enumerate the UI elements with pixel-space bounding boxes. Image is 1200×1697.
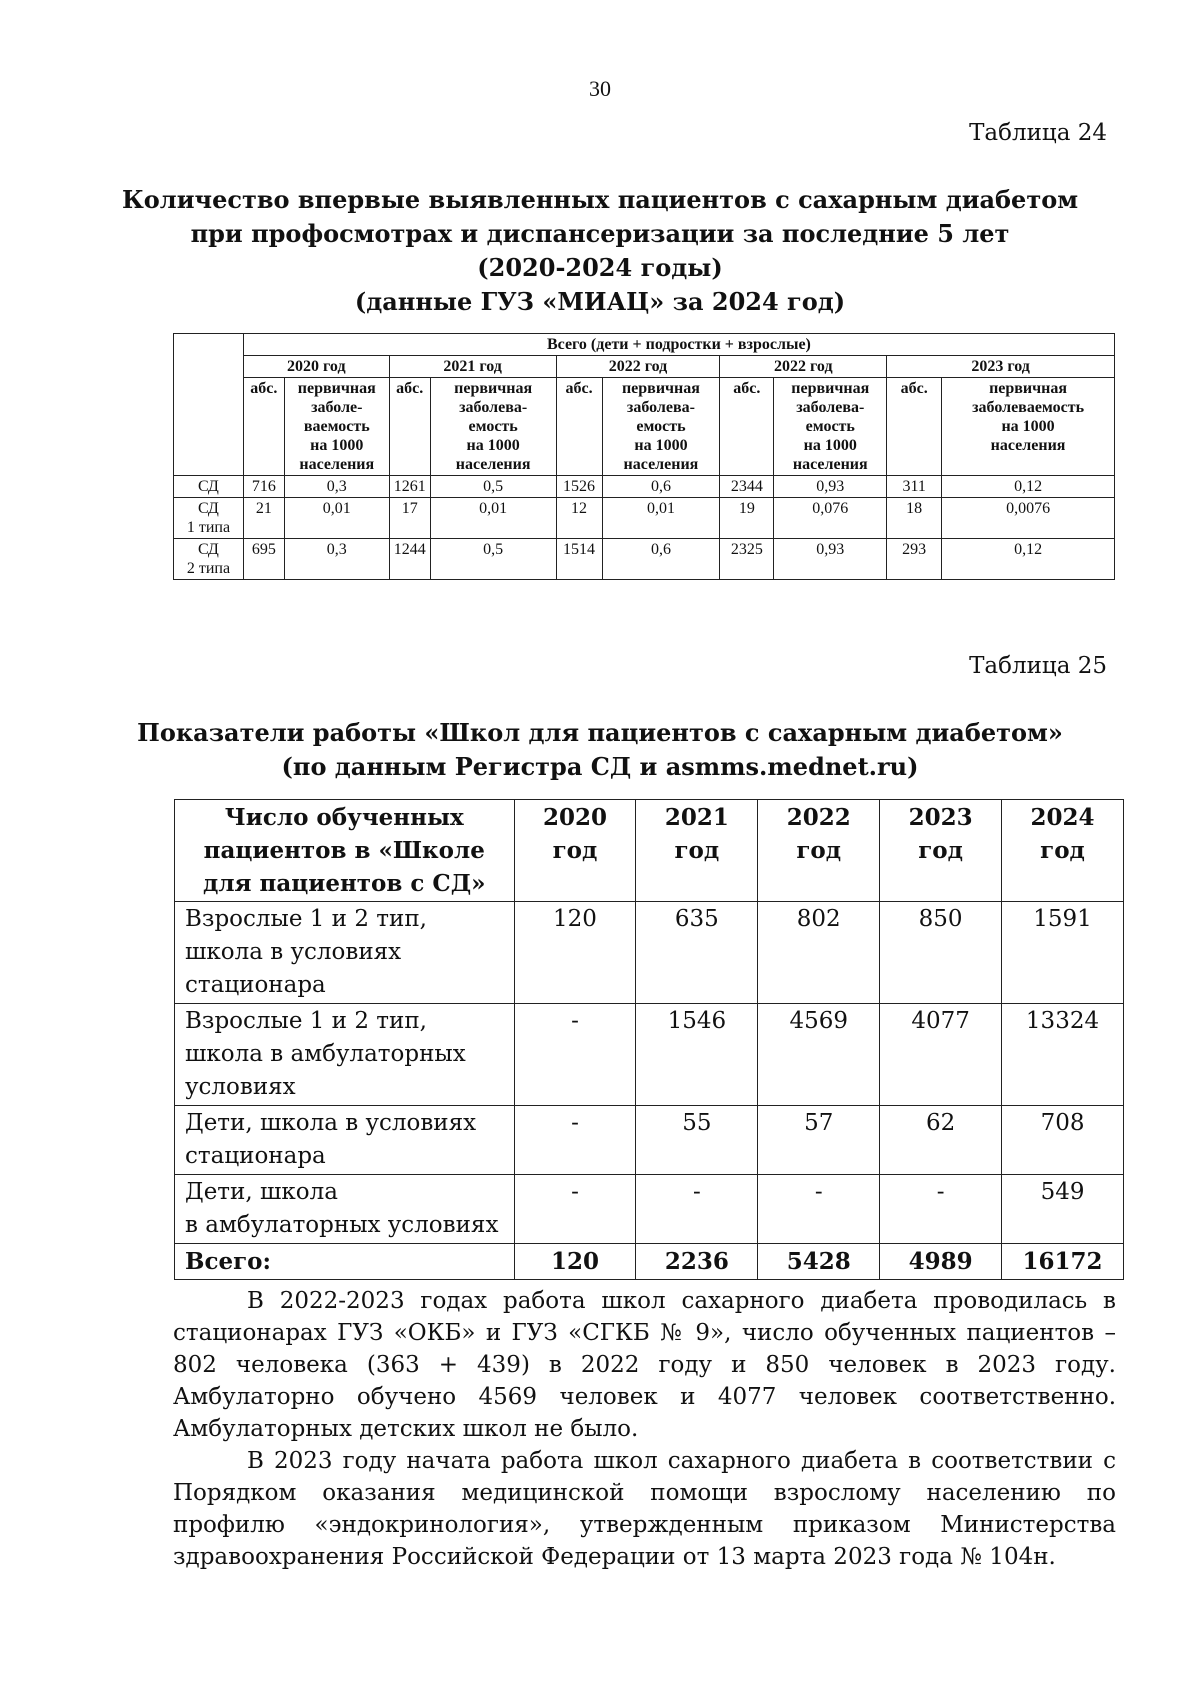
- rate-header-line: емость: [468, 418, 518, 435]
- header-line: пациентов в «Школе: [203, 837, 485, 864]
- cell: 635: [636, 902, 758, 1004]
- cell: 0,6: [602, 539, 720, 580]
- rate-header-line: населения: [792, 456, 868, 473]
- rate-header-line: населения: [623, 456, 699, 473]
- cell: 0,076: [774, 498, 887, 539]
- abs-header: абс.: [389, 378, 430, 476]
- header-line: Число обученных: [224, 804, 464, 831]
- rate-header-line: заболева-: [459, 399, 528, 416]
- total-cell: 5428: [758, 1244, 880, 1280]
- cell: 802: [758, 902, 880, 1004]
- row-label: [175, 902, 515, 1004]
- cell: 0,6: [602, 476, 720, 498]
- table-row: [174, 476, 1115, 498]
- abs-header: абс.: [887, 378, 942, 476]
- table-24-caption: Таблица 24: [969, 120, 1107, 146]
- cell: -: [636, 1175, 758, 1244]
- rate-header: [602, 378, 720, 476]
- rate-header-line: населения: [990, 437, 1066, 454]
- year-line: 2022: [786, 804, 851, 831]
- cell: 0,93: [774, 476, 887, 498]
- rate-header-line: заболеваемость: [972, 399, 1085, 416]
- cell: 0,01: [430, 498, 556, 539]
- rate-header: [284, 378, 389, 476]
- cell: 1591: [1002, 902, 1124, 1004]
- cell: 57: [758, 1106, 880, 1175]
- cell: -: [514, 1175, 636, 1244]
- year-line: 2023: [908, 804, 973, 831]
- row-label: [175, 1175, 515, 1244]
- cell: 55: [636, 1106, 758, 1175]
- cell: 0,3: [284, 476, 389, 498]
- year-header: [1002, 800, 1124, 902]
- abs-header: абс.: [720, 378, 774, 476]
- row-label: [175, 1004, 515, 1106]
- table-24: [173, 333, 1115, 580]
- header-line: для пациентов с СД»: [203, 870, 486, 897]
- rate-header-line: первичная: [297, 380, 376, 397]
- cell: 293: [887, 539, 942, 580]
- total-cell: 2236: [636, 1244, 758, 1280]
- row-label-line: 1 типа: [186, 519, 231, 536]
- table-25-title: [0, 716, 1200, 784]
- row-label-line: Дети, школа в условиях: [185, 1110, 477, 1136]
- row-label-line: стационара: [185, 1143, 326, 1169]
- year-header: [758, 800, 880, 902]
- rate-header-line: на 1000: [1001, 418, 1055, 435]
- cell: 0,12: [942, 476, 1115, 498]
- cell: 1261: [389, 476, 430, 498]
- rate-header-line: первичная: [454, 380, 533, 397]
- cell: 311: [887, 476, 942, 498]
- cell: 850: [880, 902, 1002, 1004]
- row-label: [174, 539, 244, 580]
- row-label: [175, 1106, 515, 1175]
- table-row: [174, 498, 1115, 539]
- cell: 549: [1002, 1175, 1124, 1244]
- cell: 2325: [720, 539, 774, 580]
- paragraph: В 2022-2023 годах работа школ сахарного диабета проводилась в стационарах ГУЗ «ОКБ» и ГУЗ «СГКБ № 9», число обученных пациентов – 802 человека (363 + 439) в 2022 году и 850 человек в 2023 году. Амбулаторно обучено 4569 человек и 4077 человек соответственно. Амбулаторных детских школ не было.: [173, 1288, 1116, 1442]
- row-label-line: школа в амбулаторных: [185, 1041, 466, 1067]
- title-line: при профосмотрах и диспансеризации за последние 5 лет: [190, 219, 1010, 248]
- cell: 4077: [880, 1004, 1002, 1106]
- total-row: [175, 1244, 1124, 1280]
- rate-header-line: на 1000: [803, 437, 857, 454]
- row-label-line: Дети, школа: [185, 1179, 338, 1205]
- year-header: [636, 800, 758, 902]
- cell: -: [880, 1175, 1002, 1244]
- table-row: [175, 1106, 1124, 1175]
- cell: 2344: [720, 476, 774, 498]
- rate-header-line: первичная: [989, 380, 1068, 397]
- rate-header-line: на 1000: [466, 437, 520, 454]
- cell: 716: [243, 476, 284, 498]
- rate-header-line: первичная: [621, 380, 700, 397]
- subheader-row: [174, 378, 1115, 476]
- table-row: [174, 539, 1115, 580]
- cell: -: [514, 1106, 636, 1175]
- cell: 1514: [556, 539, 602, 580]
- total-cell: 4989: [880, 1244, 1002, 1280]
- rate-header-line: емость: [805, 418, 855, 435]
- cell: 1526: [556, 476, 602, 498]
- cell: 0,5: [430, 476, 556, 498]
- cell: 0,01: [284, 498, 389, 539]
- cell: 120: [514, 902, 636, 1004]
- cell: 1244: [389, 539, 430, 580]
- table-24-title: [0, 183, 1200, 319]
- table-header-row: [174, 334, 1115, 356]
- cell: 4569: [758, 1004, 880, 1106]
- cell: 62: [880, 1106, 1002, 1175]
- cell: 0,0076: [942, 498, 1115, 539]
- rate-header: [774, 378, 887, 476]
- table-header-row: [175, 800, 1124, 902]
- rate-header-line: ваемость: [303, 418, 370, 435]
- year-header: 2022 год: [720, 356, 887, 378]
- cell: 0,3: [284, 539, 389, 580]
- page-number: 30: [589, 76, 611, 101]
- empty-corner-cell: [174, 334, 244, 476]
- row-label-line: 2 типа: [186, 560, 231, 577]
- cell: 18: [887, 498, 942, 539]
- total-cell: 16172: [1002, 1244, 1124, 1280]
- row-label-line: в амбулаторных условиях: [185, 1212, 499, 1238]
- cell: 1546: [636, 1004, 758, 1106]
- rate-header-line: населения: [299, 456, 375, 473]
- year-header: 2021 год: [389, 356, 556, 378]
- table-25: [174, 799, 1124, 1280]
- rate-header-line: заболе-: [311, 399, 363, 416]
- year-line: 2020: [542, 804, 607, 831]
- rate-header-line: на 1000: [310, 437, 364, 454]
- year-line: год: [796, 837, 842, 864]
- paragraph: В 2023 году начата работа школ сахарного диабета в соответствии с Порядком оказания медицинской помощи взрослому населению по профилю «эндокринология», утвержденным приказом Министерства здравоохранения Российской Федерации от 13 марта 2023 года № 104н.: [173, 1448, 1116, 1570]
- title-line: (2020-2024 годы): [477, 253, 723, 282]
- abs-header: абс.: [556, 378, 602, 476]
- total-label: Всего:: [175, 1244, 515, 1280]
- cell: 19: [720, 498, 774, 539]
- row-label-line: Взрослые 1 и 2 тип,: [185, 1008, 427, 1034]
- year-header: 2022 год: [556, 356, 720, 378]
- abs-header: абс.: [243, 378, 284, 476]
- body-text: [173, 1285, 1116, 1573]
- year-header-row: [174, 356, 1115, 378]
- rate-header-line: емость: [636, 418, 686, 435]
- cell: 12: [556, 498, 602, 539]
- row-label-line: СД: [198, 500, 219, 517]
- cell: -: [758, 1175, 880, 1244]
- row-label: [174, 498, 244, 539]
- year-header: [514, 800, 636, 902]
- table-row: [175, 1175, 1124, 1244]
- cell: 0,01: [602, 498, 720, 539]
- year-line: 2021: [664, 804, 729, 831]
- row-label-line: стационара: [185, 972, 326, 998]
- total-cell: 120: [514, 1244, 636, 1280]
- year-header: 2023 год: [887, 356, 1115, 378]
- year-line: год: [1040, 837, 1085, 864]
- row-label-line: Взрослые 1 и 2 тип,: [185, 906, 427, 932]
- title-line: Показатели работы «Школ для пациентов с сахарным диабетом»: [137, 718, 1063, 747]
- title-line: (данные ГУЗ «МИАЦ» за 2024 год): [354, 287, 846, 316]
- rate-header-line: на 1000: [634, 437, 688, 454]
- label-header: [175, 800, 515, 902]
- cell: 17: [389, 498, 430, 539]
- year-line: год: [674, 837, 720, 864]
- rate-header-line: заболева-: [796, 399, 865, 416]
- year-header: 2020 год: [243, 356, 389, 378]
- cell: 21: [243, 498, 284, 539]
- row-label-line: школа в условиях: [185, 939, 402, 965]
- table-row: [175, 1004, 1124, 1106]
- title-line: (по данным Регистра СД и asmms.mednet.ru): [281, 752, 919, 781]
- group-header: Всего (дети + подростки + взрослые): [243, 334, 1114, 356]
- cell: -: [514, 1004, 636, 1106]
- cell: 695: [243, 539, 284, 580]
- rate-header: [942, 378, 1115, 476]
- rate-header-line: заболева-: [626, 399, 695, 416]
- rate-header-line: первичная: [791, 380, 870, 397]
- rate-header-line: населения: [455, 456, 531, 473]
- row-label: СД: [174, 476, 244, 498]
- cell: 13324: [1002, 1004, 1124, 1106]
- cell: 708: [1002, 1106, 1124, 1175]
- cell: 0,12: [942, 539, 1115, 580]
- rate-header: [430, 378, 556, 476]
- cell: 0,5: [430, 539, 556, 580]
- year-header: [880, 800, 1002, 902]
- year-line: 2024: [1030, 804, 1095, 831]
- title-line: Количество впервые выявленных пациентов с сахарным диабетом: [121, 185, 1079, 214]
- table-25-caption: Таблица 25: [969, 653, 1107, 679]
- table-row: [175, 902, 1124, 1004]
- row-label-line: СД: [198, 541, 219, 558]
- year-line: год: [918, 837, 963, 864]
- cell: 0,93: [774, 539, 887, 580]
- row-label-line: условиях: [185, 1074, 296, 1100]
- year-line: год: [552, 837, 598, 864]
